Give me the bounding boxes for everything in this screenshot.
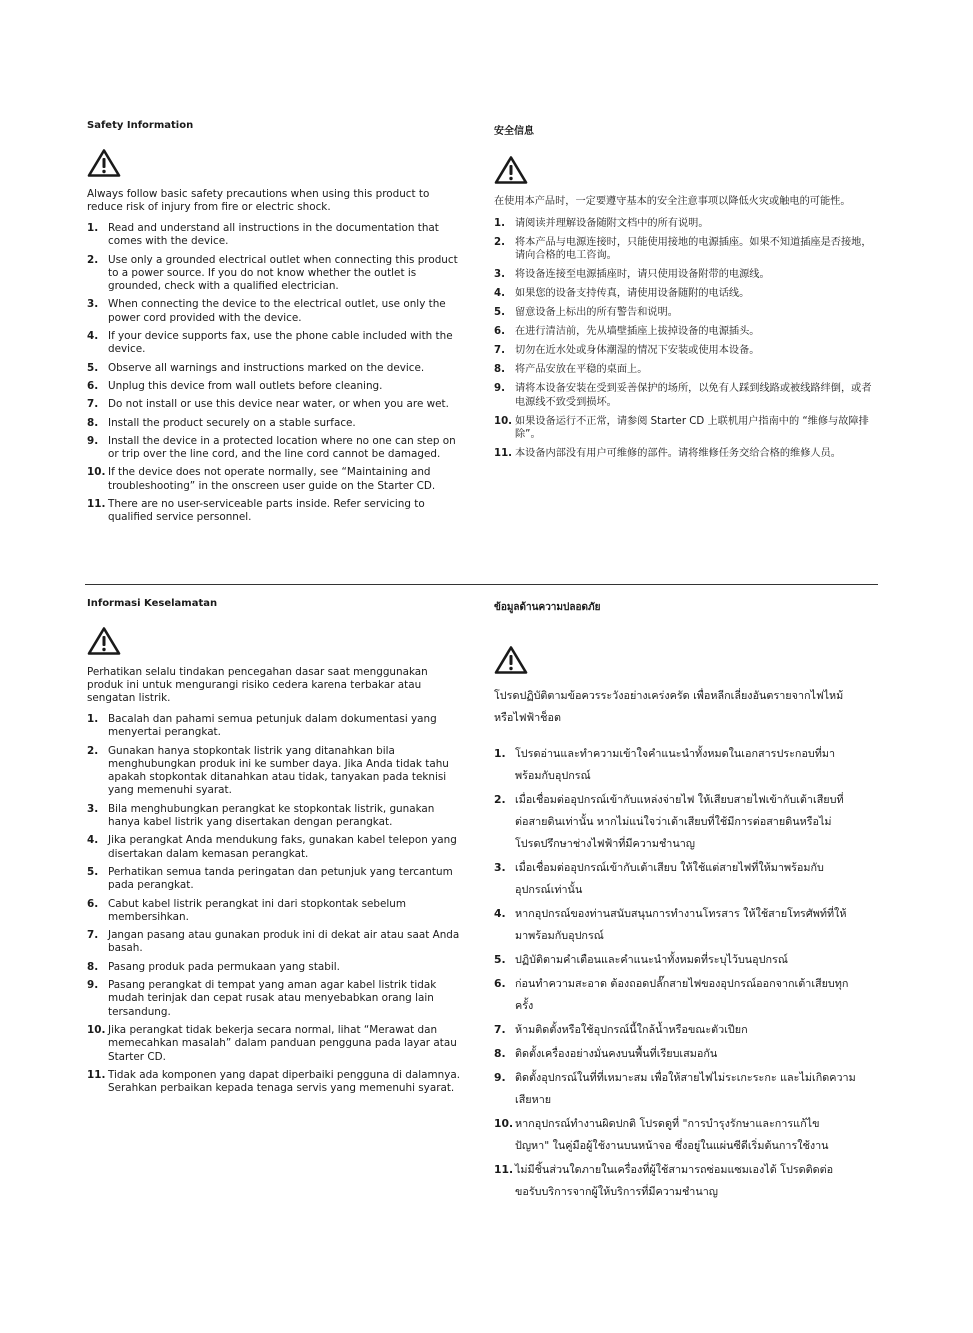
list-item: 6. 在进行清洁前，先从墙壁插座上拔掉设备的电源插头。 bbox=[494, 326, 760, 337]
list-item: 9. ติดตั้งอุปกรณ์ในที่ที่เหมาะสม เพื่อให้สายไฟไม่ระเกะระกะ และไม่เกิดความเสียหาย bbox=[494, 1071, 856, 1106]
list-item: 8. Pasang produk pada permukaan yang stabil. bbox=[87, 960, 340, 973]
list-item: 5. Perhatikan semua tanda peringatan dan petunjuk yang tercantum pada perangkat. bbox=[87, 865, 453, 892]
list-item: 5. Observe all warnings and instructions marked on the device. bbox=[87, 361, 425, 374]
list-item: 2. Gunakan hanya stopkontak listrik yang ditanahkan bila menghubungkan produk ini ke sumber daya. Jika Anda tidak tahu apakah stopkontak ditanahkan atau tidak, tanyakan pada teknisi yang memenuhi syarat. bbox=[87, 744, 449, 797]
list-item: 2. เมื่อเชื่อมต่ออุปกรณ์เข้ากับแหล่งจ่ายไฟ ให้เสียบสายไฟเข้ากับเต้าเสียบที่ต่อสายดินเท่านั้น หากไม่แน่ใจว่าเต้าเสียบที่ใช้มีการต่อสายดินหรือไม่ โปรดปรึกษาช่างไฟฟ้าที่มีความชำนาญ bbox=[494, 793, 844, 850]
list-item: 7. Do not install or use this device near water, or when you are wet. bbox=[87, 398, 449, 411]
list-item: 9. Install the device in a protected location where no one can step on or trip over the line cord, and the line cord cannot be damaged. bbox=[87, 434, 456, 461]
list-item: 1. 请阅读并理解设备随附文档中的所有说明。 bbox=[494, 217, 709, 229]
list-item: 3. 将设备连接至电源插座时，请只使用设备附带的电源线。 bbox=[494, 269, 770, 280]
list-item: 4. 如果您的设备支持传真，请使用设备随附的电话线。 bbox=[494, 288, 750, 299]
section-intro: 在使用本产品时，一定要遵守基本的安全注意事项以降低火灾或触电的可能性。 bbox=[494, 196, 851, 207]
list-item: 3. Bila menghubungkan perangkat ke stopkontak listrik, gunakan hanya kabel listrik yang disertakan dengan perangkat. bbox=[87, 802, 435, 829]
list-item: 5. ปฏิบัติตามคำเตือนและคำแนะนำทั้งหมดที่ระบุไว้บนอุปกรณ์ bbox=[494, 953, 788, 966]
list-item: 9. Pasang perangkat di tempat yang aman agar kabel listrik tidak mudah terinjak dan cepat rusak atau menyebabkan orang lain tersandung. bbox=[87, 979, 437, 1018]
list-item: 6. Unplug this device from wall outlets before cleaning. bbox=[87, 379, 383, 392]
section-safety-en bbox=[87, 120, 467, 530]
list-item: 10. 如果设备运行不正常，请参阅 Starter CD 上联机用户指南中的 “维修与故障排除”。 bbox=[494, 415, 869, 440]
list-item: 4. If your device supports fax, use the phone cable included with the device. bbox=[87, 330, 453, 356]
section-intro: Always follow basic safety precautions when using this product to reduce risk of injury from fire or electric shock. bbox=[87, 188, 430, 213]
list-item: 11. There are no user-serviceable parts inside. Refer servicing to qualified service personnel. bbox=[87, 498, 425, 524]
section-title: Informasi Keselamatan bbox=[87, 598, 218, 609]
list-item: 10. If the device does not operate normally, see “Maintaining and troubleshooting” in the onscreen user guide on the Starter CD. bbox=[87, 466, 436, 492]
list-item: 6. ก่อนทำความสะอาด ต้องถอดปลั๊กสายไฟของอุปกรณ์ออกจากเต้าเสียบทุกครั้ง bbox=[494, 977, 849, 1012]
list-item: 7. ห้ามติดตั้งหรือใช้อุปกรณ์นี้ใกล้น้ำหรือขณะตัวเปียก bbox=[494, 1023, 748, 1036]
instruction-list bbox=[87, 222, 467, 525]
list-item: 4. หากอุปกรณ์ของท่านสนับสนุนการทำงานโทรสาร ให้ใช้สายโทรศัพท์ที่ให้มาพร้อมกับอุปกรณ์ bbox=[494, 907, 847, 942]
warning-icon bbox=[494, 155, 528, 185]
instruction-list bbox=[494, 217, 872, 461]
list-item: 4. Jika perangkat Anda mendukung faks, gunakan kabel telepon yang disertakan dalam kemasan perangkat. bbox=[87, 834, 457, 860]
instruction-list bbox=[87, 713, 467, 1095]
list-item: 11. Tidak ada komponen yang dapat diperbaiki pengguna di dalamnya. Serahkan perbaikan kepada tenaga servis yang memenuhi syarat. bbox=[87, 1068, 461, 1095]
section-safety-th bbox=[494, 600, 856, 1205]
list-item: 8. ติดตั้งเครื่องอย่างมั่นคงบนพื้นที่เรียบเสมอกัน bbox=[494, 1047, 718, 1060]
section-divider bbox=[85, 584, 878, 585]
list-item: 8. Install the product securely on a stable surface. bbox=[87, 416, 356, 429]
list-item: 1. โปรดอ่านและทำความเข้าใจคำแนะนำทั้งหมดในเอกสารประกอบที่มาพร้อมกับอุปกรณ์ bbox=[494, 747, 836, 782]
section-intro: Perhatikan selalu tindakan pencegahan dasar saat menggunakan produk ini untuk mengurangi risiko cedera karena terbakar atau sengatan listrik. bbox=[87, 666, 428, 704]
section-intro: โปรดปฏิบัติตามข้อควรระวังอย่างเคร่งครัด เพื่อหลีกเลี่ยงอันตรายจากไฟไหม้หรือไฟฟ้าช็อต bbox=[494, 689, 844, 724]
list-item: 9. 请将本设备安装在受到妥善保护的场所，以免有人踩到线路或被线路绊倒，或者电源线不致受到损坏。 bbox=[494, 383, 872, 408]
section-title: ข้อมูลด้านความปลอดภัย bbox=[494, 602, 601, 613]
section-title: Safety Information bbox=[87, 120, 194, 131]
list-item: 2. Use only a grounded electrical outlet when connecting this product to a power source. If you do not know whether the outlet is grounded, check with a qualified electrician. bbox=[87, 253, 458, 293]
warning-icon bbox=[87, 148, 121, 178]
section-safety-zh bbox=[494, 122, 872, 466]
list-item: 10. Jika perangkat tidak bekerja secara normal, lihat “Merawat dan memecahkan masalah” dalam panduan pengguna pada layar atau Starter CD. bbox=[87, 1023, 457, 1063]
instruction-list bbox=[494, 743, 856, 1203]
list-item: 7. 切勿在近水处或身体潮湿的情况下安装或使用本设备。 bbox=[494, 345, 760, 356]
list-item: 3. When connecting the device to the electrical outlet, use only the power cord provided with the device. bbox=[87, 298, 446, 324]
list-item: 11. ไม่มีชิ้นส่วนใดภายในเครื่องที่ผู้ใช้สามารถซ่อมแซมเองได้ โปรดติดต่อขอรับบริการจากผู้ให้บริการที่มีความชำนาญ bbox=[494, 1163, 834, 1198]
list-item: 6. Cabut kabel listrik perangkat ini dari stopkontak sebelum membersihkan. bbox=[87, 897, 406, 923]
warning-icon bbox=[494, 645, 528, 675]
list-item: 7. Jangan pasang atau gunakan produk ini di dekat air atau saat Anda basah. bbox=[87, 929, 460, 955]
list-item: 10. หากอุปกรณ์ทำงานผิดปกติ โปรดดูที่ "การบำรุงรักษาและการแก้ไข ปัญหา" ในคู่มือผู้ใช้งานบนหน้าจอ ซึ่งอยู่ในแผ่นซีดีเริ่มต้นการใช้งาน bbox=[494, 1117, 829, 1152]
list-item: 8. 将产品安放在平稳的桌面上。 bbox=[494, 364, 648, 375]
list-item: 1. Bacalah dan pahami semua petunjuk dalam dokumentasi yang menyertai perangkat. bbox=[87, 713, 437, 739]
section-safety-id bbox=[87, 598, 467, 1100]
list-item: 5. 留意设备上标出的所有警告和说明。 bbox=[494, 307, 678, 318]
list-item: 2. 将本产品与电源连接时，只能使用接地的电源插座。如果不知道插座是否接地，请向合格的电工咨询。 bbox=[494, 236, 872, 261]
warning-icon bbox=[87, 626, 121, 656]
list-item: 11. 本设备内部没有用户可维修的部件。请将维修任务交给合格的维修人员。 bbox=[494, 448, 841, 459]
list-item: 1. Read and understand all instructions in the documentation that comes with the device. bbox=[87, 222, 439, 248]
list-item: 3. เมื่อเชื่อมต่ออุปกรณ์เข้ากับเต้าเสียบ ให้ใช้แต่สายไฟที่ให้มาพร้อมกับอุปกรณ์เท่านั้น bbox=[494, 861, 824, 896]
section-title: 安全信息 bbox=[494, 126, 534, 137]
